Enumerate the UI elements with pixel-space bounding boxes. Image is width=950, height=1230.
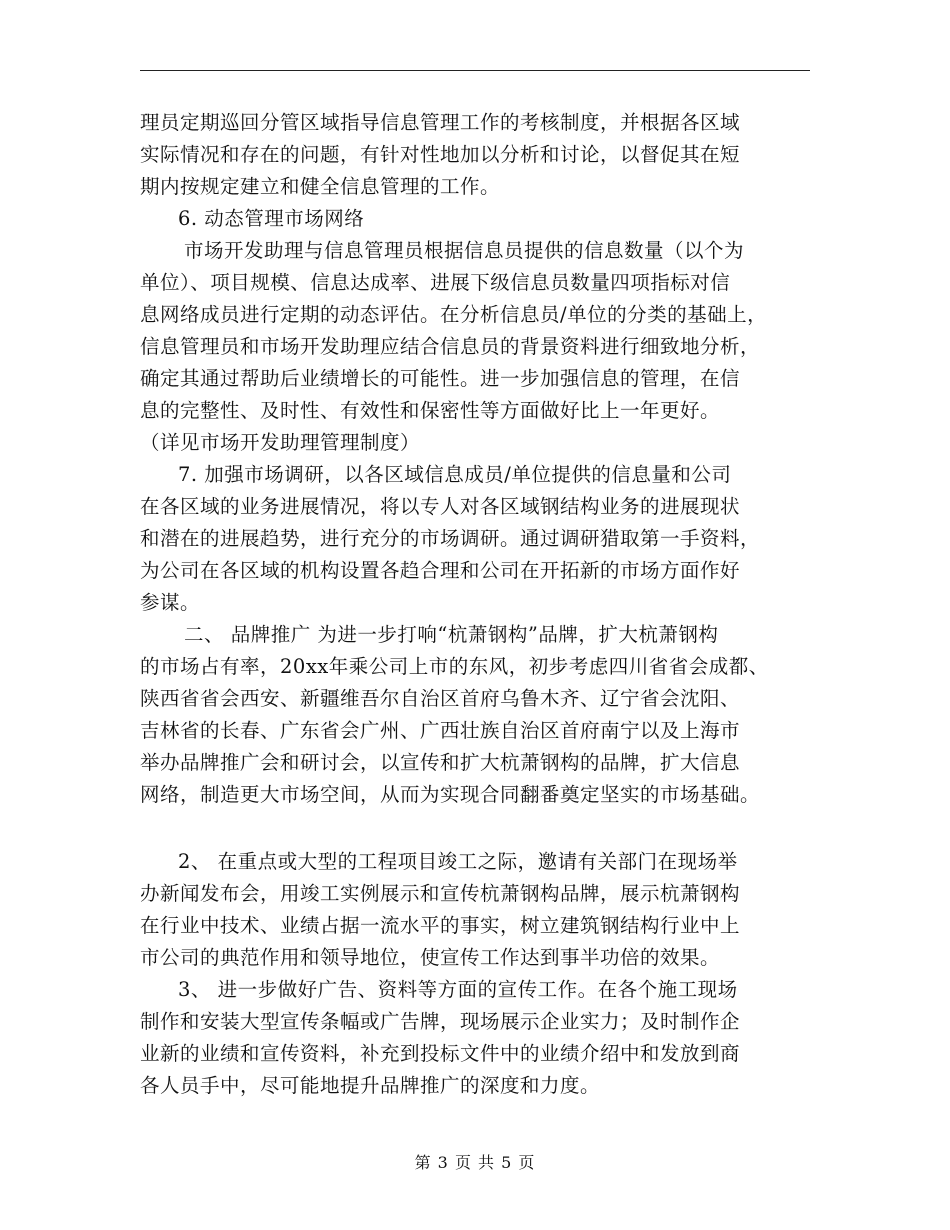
section-heading: 6. 动态管理市场网络 [178,207,365,230]
text-line: 为公司在各区域的机构设置各趋合理和公司在开拓新的市场方面作好 [140,559,741,582]
text-line: 市公司的典范作用和领导地位，使宣传工作达到事半功倍的效果。 [140,946,721,969]
text-line: 和潜在的进展趋势，进行充分的市场调研。通过调研猎取第一手资料， [140,527,761,550]
text-line: 各人员手中，尽可能地提升品牌推广的深度和力度。 [140,1074,601,1097]
page-number: 第 3 页 共 5 页 [414,1153,536,1172]
text-line: 网络，制造更大市场空间，从而为实现合同翻番奠定坚实的市场基础。 [140,783,761,806]
text-line: 的市场占有率，20xx年乘公司上市的东风，初步考虑四川省省会成都、 [140,655,769,678]
text-line: 2、 在重点或大型的工程项目竣工之际，邀请有关部门在现场举 [178,850,738,873]
text-line: 办新闻发布会，用竣工实例展示和宣传杭萧钢构品牌，展示杭萧钢构 [140,882,741,905]
text-line: 在各区域的业务进展情况，将以专人对各区域钢结构业务的进展现状 [140,495,741,518]
text-line: 确定其通过帮助后业绩增长的可能性。进一步加强信息的管理，在信 [140,367,741,390]
text-line: 息的完整性、及时性、有效性和保密性等方面做好比上一年更好。 [140,399,721,422]
text-line: 参谋。 [140,591,201,614]
header-rule [140,70,810,71]
text-line: 制作和安装大型宣传条幅或广告牌，现场展示企业实力；及时制作企 [140,1010,741,1033]
text-line: 举办品牌推广会和研讨会，以宣传和扩大杭萧钢构的品牌，扩大信息 [140,751,741,774]
text-line: 单位）、项目规模、信息达成率、进展下级信息员数量四项指标对信 [140,271,731,294]
text-line: 市场开发助理与信息管理员根据信息员提供的信息数量（以个为 [184,239,745,262]
text-line: 理员定期巡回分管区域指导信息管理工作的考核制度，并根据各区域 [140,111,741,134]
section-heading: 二、 品牌推广 为进一步打响“杭萧钢构”品牌，扩大杭萧钢构 [184,623,719,646]
text-line: （详见市场开发助理管理制度） [140,431,421,454]
text-line: 实际情况和存在的问题，有针对性地加以分析和讨论，以督促其在短 [140,143,741,166]
text-line: 3、 进一步做好广告、资料等方面的宣传工作。在各个施工现场 [178,978,738,1001]
text-line: 吉林省的长春、广东省会广州、广西壮族自治区首府南宁以及上海市 [140,719,741,742]
text-line: 期内按规定建立和健全信息管理的工作。 [140,175,501,198]
text-line: 业新的业绩和宣传资料，补充到投标文件中的业绩介绍中和发放到商 [140,1042,741,1065]
text-line: 陕西省省会西安、新疆维吾尔自治区首府乌鲁木齐、辽宁省会沈阳、 [140,687,741,710]
text-line: 息网络成员进行定期的动态评估。在分析信息员/单位的分类的基础上， [140,303,768,326]
text-line: 在行业中技术、业绩占据一流水平的事实，树立建筑钢结构行业中上 [140,914,741,937]
text-line: 信息管理员和市场开发助理应结合信息员的背景资料进行细致地分析， [140,335,761,358]
text-line: 7. 加强市场调研，以各区域信息成员/单位提供的信息量和公司 [178,463,732,486]
